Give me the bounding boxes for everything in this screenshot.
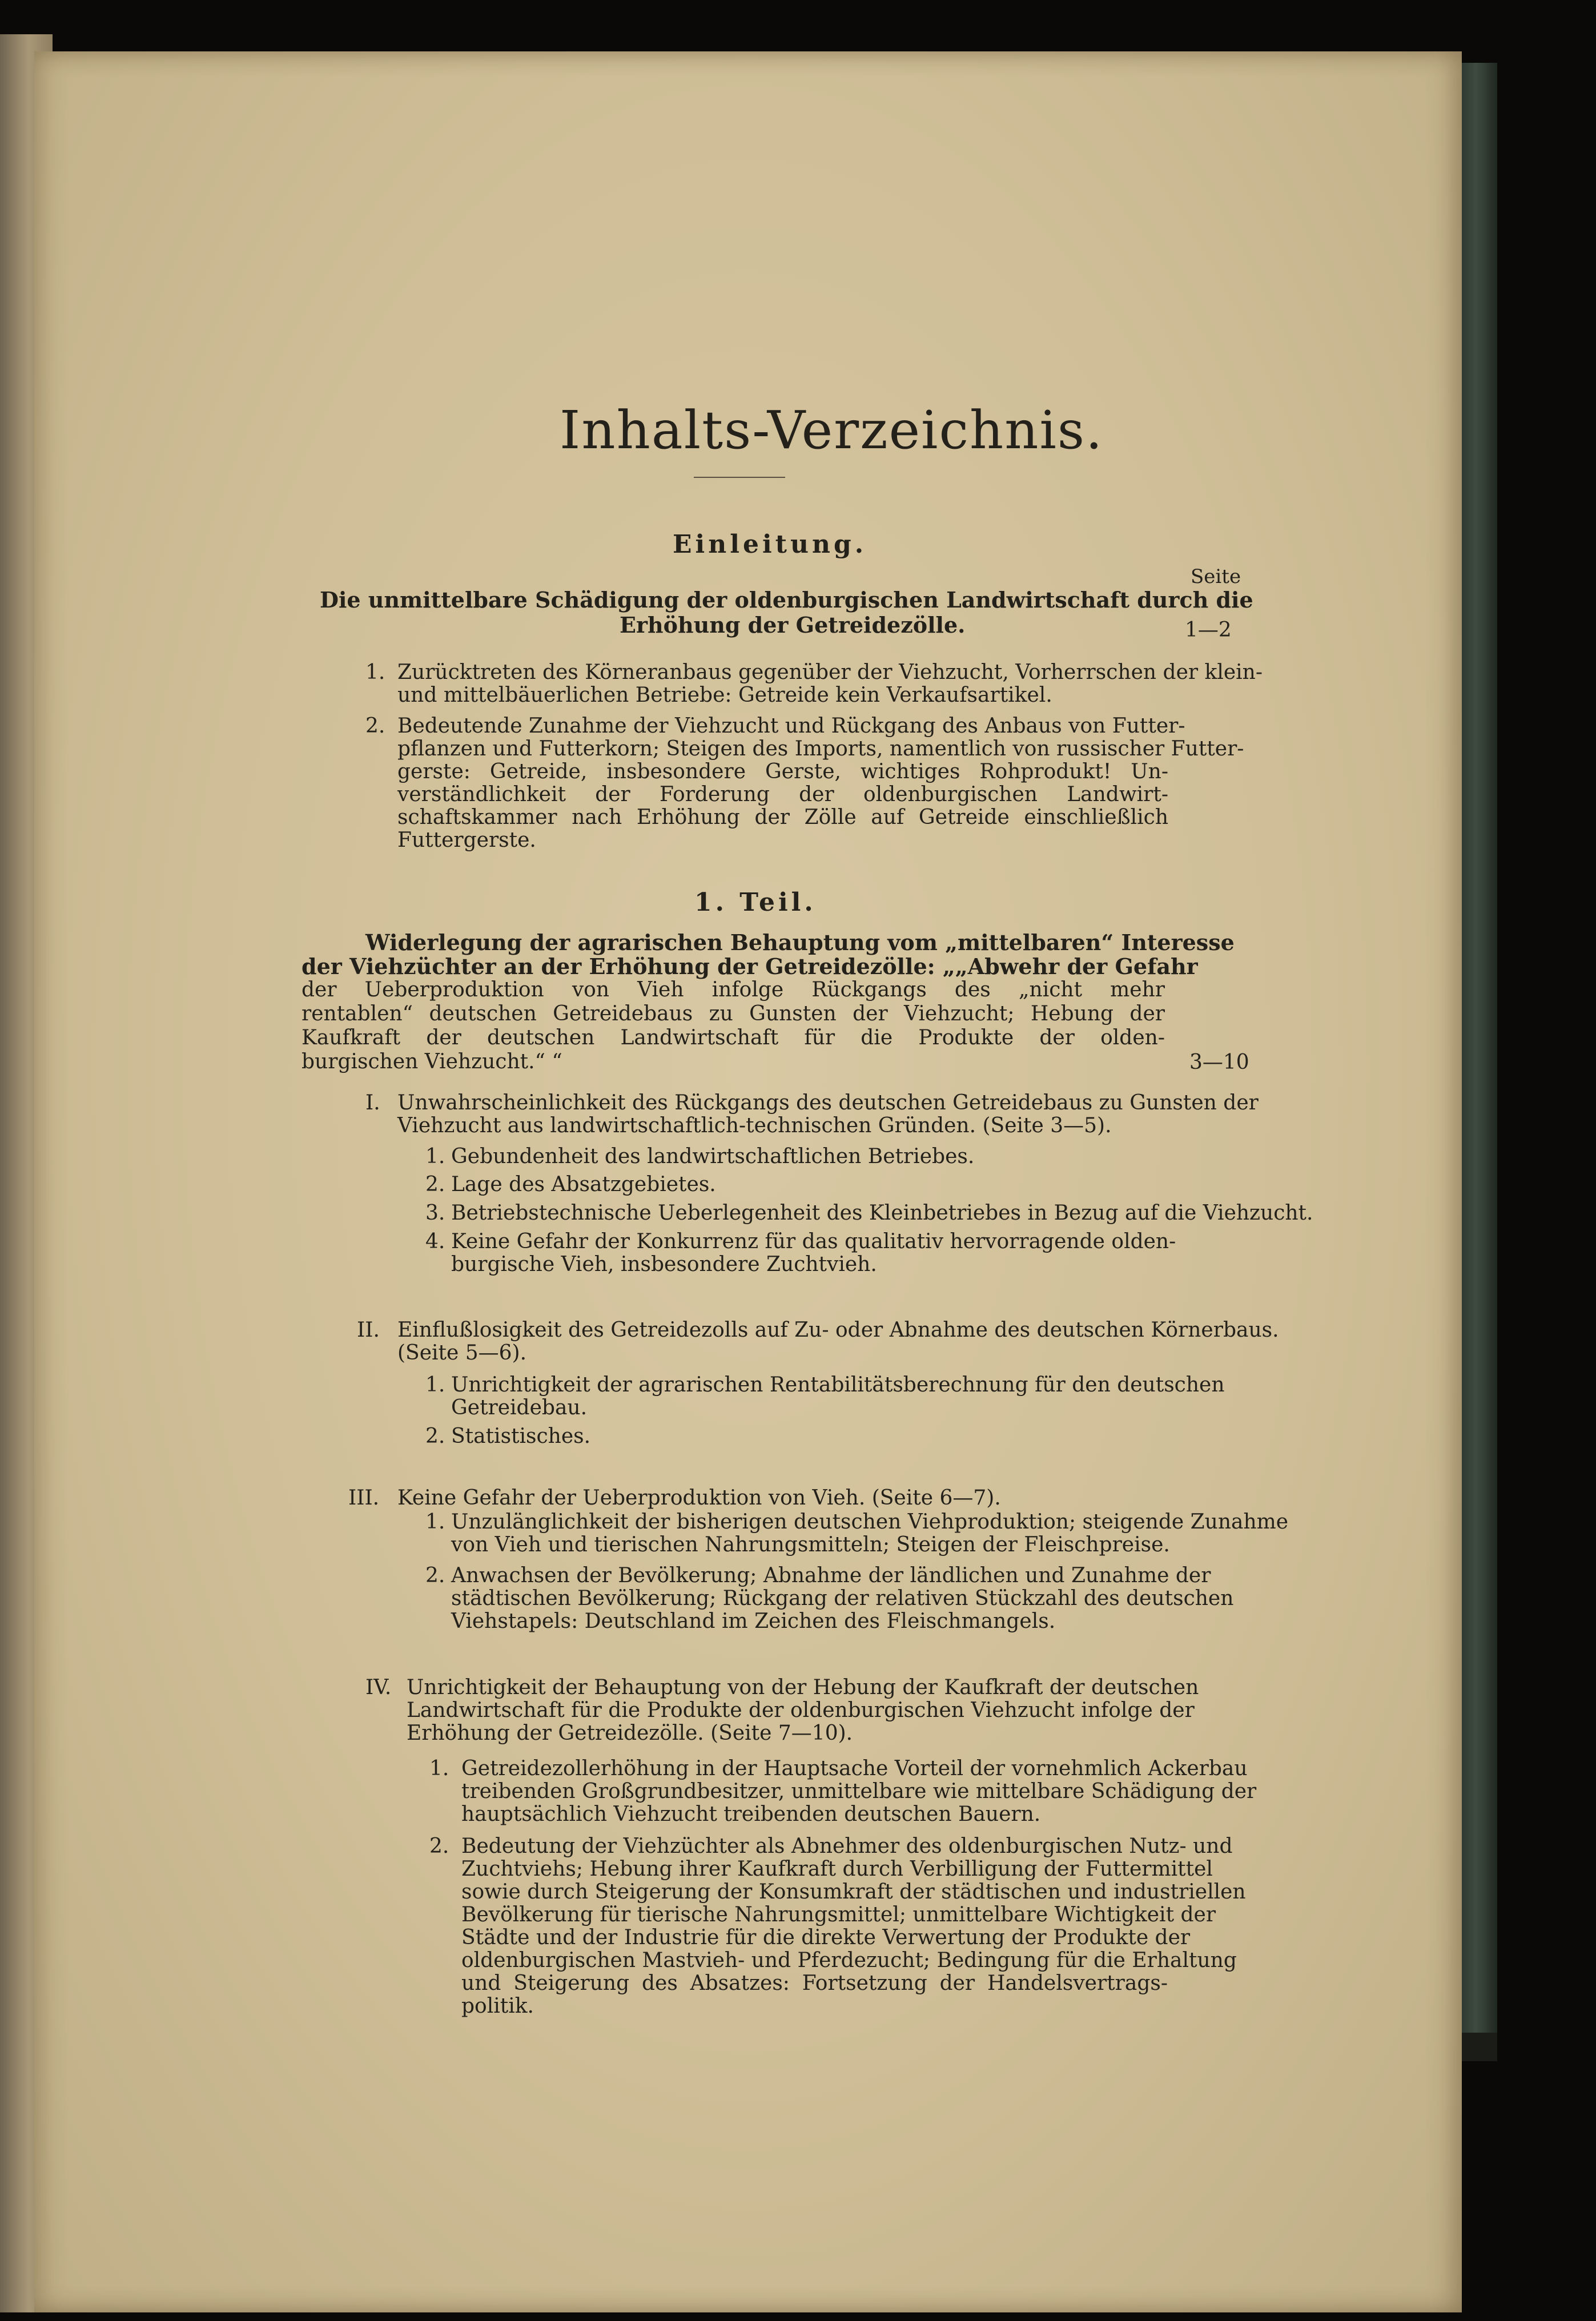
item-text-line: Anwachsen der Bevölkerung; Abnahme der ländlichen und Zunahme der [451, 1564, 1211, 1587]
teil-intro-line: Kaufkraft der deutschen Landwirtschaft für die Produkte der olden- [301, 1026, 1165, 1049]
item-text-line: pflanzen und Futterkorn; Steigen des Imports, namentlich von russischer Futter- [397, 737, 1244, 761]
item-text-line: Bedeutung der Viehzüchter als Abnehmer des oldenburgischen Nutz- und [461, 1835, 1233, 1858]
einleitung-subheading-line: Die unmittelbare Schädigung der oldenburgischen Landwirtschaft durch die [320, 587, 1253, 613]
item-text-line: Bedeutende Zunahme der Viehzucht und Rückgang des Anbaus von Futter- [397, 714, 1185, 738]
teil-intro-line: der Ueberproduktion von Vieh infolge Rückgangs des „nicht mehr [301, 978, 1165, 1001]
item-text-line: Statistisches. [451, 1425, 591, 1448]
seite-label: Seite [1191, 565, 1241, 588]
einleitung-heading: Einleitung. [673, 530, 867, 559]
item-text-line: Zuchtviehs; Hebung ihrer Kaufkraft durch Verbilligung der Futtermittel [461, 1857, 1213, 1881]
item-number: 1. [425, 1145, 445, 1168]
item-text-line: oldenburgischen Mastvieh- und Pferdezucht; Bedingung für die Erhaltung [461, 1949, 1237, 1972]
item-text-line: Bevölkerung für tierische Nahrungsmittel; unmittelbare Wichtigkeit der [461, 1903, 1216, 1926]
item-number: 3. [425, 1201, 445, 1225]
section-roman-numeral: III. [348, 1486, 380, 1510]
item-text-line: Betriebstechnische Ueberlegenheit des Kleinbetriebes in Bezug auf die Viehzucht. [451, 1201, 1313, 1225]
item-number: 2. [425, 1173, 445, 1196]
item-text-line: Städte und der Industrie für die direkte Verwertung der Produkte der [461, 1926, 1191, 1949]
item-text-line: und mittelbäuerlichen Betriebe: Getreide kein Verkaufsartikel. [397, 683, 1052, 707]
section-roman-numeral: I. [365, 1091, 380, 1115]
einleitung-page-range: 1—2 [1185, 618, 1232, 642]
book-spine-edge [1462, 2033, 1497, 2061]
item-text-line: Getreidezollerhöhung in der Hauptsache Vorteil der vornehmlich Ackerbau [461, 1757, 1248, 1780]
section-roman-numeral: II. [357, 1318, 380, 1342]
item-text-line: und Steigerung des Absatzes: Fortsetzung der Handelsvertrags- [461, 1972, 1168, 1995]
item-text-line: gerste: Getreide, insbesondere Gerste, wichtiges Rohprodukt! Un- [397, 760, 1168, 783]
item-number: 2. [425, 1564, 445, 1587]
section-text-line: Viehzucht aus landwirtschaftlich-technischen Gründen. (Seite 3—5). [397, 1114, 1112, 1137]
item-text-line: Viehstapels: Deutschland im Zeichen des Fleischmangels. [451, 1610, 1056, 1633]
section-text-line: Unrichtigkeit der Behauptung von der Hebung der Kaufkraft der deutschen [407, 1676, 1199, 1699]
item-text-line: Zurücktreten des Körneranbaus gegenüber der Viehzucht, Vorherrschen der klein- [397, 661, 1263, 684]
item-number: 1. [429, 1757, 449, 1780]
teil-intro-line: rentablen“ deutschen Getreidebaus zu Gunsten der Viehzucht; Hebung der [301, 1002, 1165, 1025]
teil-page-range: 3—10 [1189, 1051, 1249, 1074]
section-text-line: Erhöhung der Getreidezölle. (Seite 7—10). [407, 1721, 853, 1745]
item-text-line: Keine Gefahr der Konkurrenz für das qualitativ hervorragende olden- [451, 1230, 1176, 1253]
page-title: Inhalts-Verzeichnis. [560, 400, 1104, 461]
item-number: 1. [425, 1510, 445, 1534]
item-number: 1. [425, 1373, 445, 1397]
item-text-line: hauptsächlich Viehzucht treibenden deutschen Bauern. [461, 1803, 1041, 1826]
section-text-line: Einflußlosigkeit des Getreidezolls auf Zu- oder Abnahme des deutschen Körnerbaus. [397, 1318, 1279, 1342]
book-spine [1462, 63, 1497, 2050]
item-text-line: burgische Vieh, insbesondere Zuchtvieh. [451, 1253, 877, 1276]
title-rule [694, 477, 785, 478]
item-text-line: Gebundenheit des landwirtschaftlichen Betriebes. [451, 1145, 975, 1168]
item-text-line: städtischen Bevölkerung; Rückgang der relativen Stückzahl des deutschen [451, 1587, 1234, 1610]
section-text-line: (Seite 5—6). [397, 1341, 527, 1365]
teil-intro-line: der Viehzüchter an der Erhöhung der Getreidezölle: „„Abwehr der Gefahr [301, 954, 1198, 979]
item-number: 1. [365, 661, 385, 684]
teil-heading: 1. Teil. [694, 888, 817, 917]
section-text-line: Unwahrscheinlichkeit des Rückgangs des deutschen Getreidebaus zu Gunsten der [397, 1091, 1259, 1115]
item-number: 2. [425, 1425, 445, 1448]
item-text-line: von Vieh und tierischen Nahrungsmitteln; Steigen der Fleischpreise. [451, 1533, 1170, 1556]
item-text-line: verständlichkeit der Forderung der oldenburgischen Landwirt- [397, 783, 1168, 806]
item-text-line: politik. [461, 1994, 534, 2018]
item-text-line: Futtergerste. [397, 828, 536, 852]
teil-intro-line: burgischen Viehzucht.“ “ [301, 1050, 562, 1073]
item-text-line: Lage des Absatzgebietes. [451, 1173, 716, 1196]
einleitung-subheading-line: Erhöhung der Getreidezölle. [620, 612, 966, 638]
item-text-line: Getreidebau. [451, 1396, 588, 1419]
item-text-line: Unrichtigkeit der agrarischen Rentabilitätsberechnung für den deutschen [451, 1373, 1225, 1397]
section-text-line: Landwirtschaft für die Produkte der oldenburgischen Viehzucht infolge der [407, 1699, 1195, 1722]
item-number: 4. [425, 1230, 445, 1253]
item-text-line: Unzulänglichkeit der bisherigen deutschen Viehproduktion; steigende Zunahme [451, 1510, 1289, 1534]
item-text-line: schaftskammer nach Erhöhung der Zölle auf Getreide einschließlich [397, 806, 1168, 829]
item-number: 2. [429, 1835, 449, 1858]
item-number: 2. [365, 714, 385, 738]
item-text-line: sowie durch Steigerung der Konsumkraft der städtischen und industriellen [461, 1880, 1246, 1904]
item-text-line: treibenden Großgrundbesitzer, unmittelbare wie mittelbare Schädigung der [461, 1780, 1257, 1803]
section-text-line: Keine Gefahr der Ueberproduktion von Vieh. (Seite 6—7). [397, 1486, 1001, 1510]
section-roman-numeral: IV. [365, 1676, 392, 1699]
teil-intro-line: Widerlegung der agrarischen Behauptung vom „mittelbaren“ Interesse [365, 930, 1235, 955]
